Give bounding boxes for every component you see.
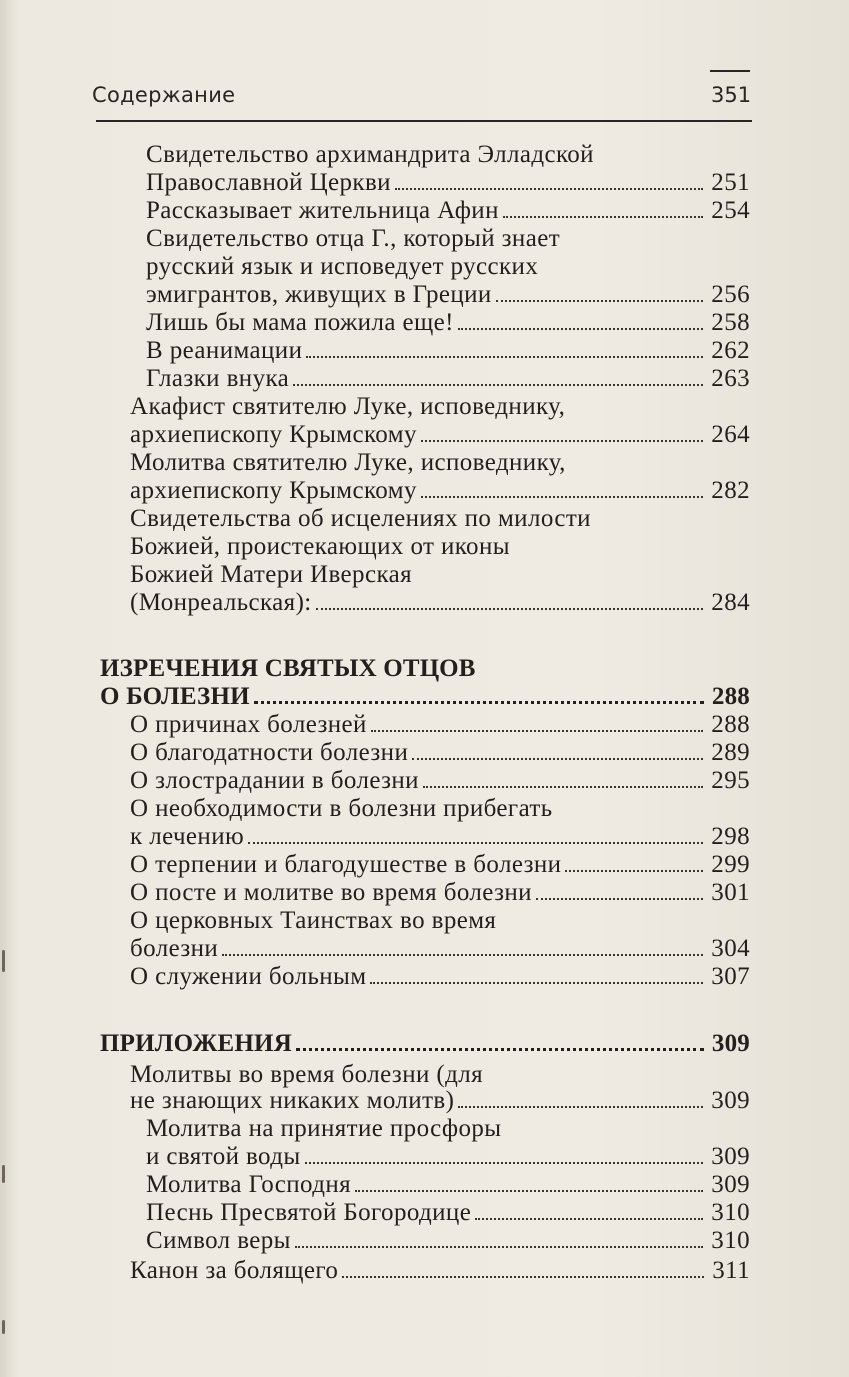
toc-entry[interactable] [146,197,750,225]
toc-entry[interactable] [130,879,750,907]
toc-page-number: 262 [711,337,750,364]
toc-page-number: 301 [711,879,750,906]
dot-leader [503,215,703,218]
dot-leader [421,495,703,498]
toc-entry-line: Молитвы во время болезни (для [130,1061,484,1088]
dot-leader [306,355,703,358]
spine-mark [2,1320,5,1334]
toc-entry-line: Акафист святителю Луке, исповеднику, [130,393,566,420]
toc-entry-line: Божией, проистекающих от иконы [130,533,510,560]
section-heading-entry[interactable] [100,1030,750,1058]
toc-page-number: 258 [711,309,750,336]
toc-entry-title: архиепископу Крымскому [130,421,417,448]
toc-entry[interactable] [130,963,750,991]
toc-entry-title: архиепископу Крымскому [130,477,417,504]
spine-mark [2,1165,5,1183]
header-top-rule [710,70,750,72]
toc-entry-line: О церковных Таинствах во время [130,907,497,934]
dot-leader [295,1245,703,1248]
dot-leader [254,700,704,704]
toc-entry-line: Свидетельства об исцелениях по милости [130,505,591,532]
toc-entry[interactable] [146,337,750,365]
toc-entry[interactable] [130,421,750,449]
toc-entry-title: Православной Церкви [146,169,391,196]
toc-entry-title: Рассказывает жительница Афин [146,197,499,224]
toc-entry[interactable] [130,711,750,739]
toc-entry[interactable] [130,823,750,851]
dot-leader [395,187,703,190]
toc-entry-title: и святой воды [146,1143,301,1170]
toc-page-number: 304 [711,935,750,962]
toc-page-number: 288 [711,711,750,738]
dot-leader [496,299,704,302]
toc-page-number: 263 [711,365,750,392]
toc-entry-title: О злострадании в болезни [130,767,419,794]
toc-entry-title: Песнь Пресвятой Богородице [146,1199,472,1226]
toc-entry-title: Канон за болящего [130,1257,339,1284]
toc-entry[interactable] [146,365,750,393]
section-heading: ИЗРЕЧЕНИЯ СВЯТЫХ ОТЦОВ [100,655,476,682]
dot-leader [371,729,703,732]
toc-entry[interactable] [146,281,750,309]
toc-entry-title: Молитва Господня [146,1171,352,1198]
dot-leader [370,981,703,984]
toc-entry[interactable] [146,169,750,197]
toc-page-number: 282 [711,477,750,504]
toc-entry-title: эмигрантов, живущих в Греции [146,281,492,308]
toc-entry-line: Свидетельство архимандрита Элладской [146,141,594,168]
toc-entry-title: не знающих никаких молитв) [130,1087,455,1114]
toc-page-number: 256 [711,281,750,308]
toc-entry[interactable] [130,589,750,617]
dot-leader [458,327,703,330]
dot-leader [342,1275,704,1278]
toc-entry-title: О служении больным [130,963,367,990]
section-heading-title: ПРИЛОЖЕНИЯ [100,1030,292,1057]
toc-page-number: 310 [711,1199,750,1226]
toc-page-number: 309 [711,1171,750,1198]
dot-leader [355,1189,703,1192]
toc-page-number: 264 [711,421,750,448]
toc-entry[interactable] [130,1257,750,1285]
page-number: 351 [711,83,752,107]
toc-page-number: 307 [711,963,750,990]
toc-entry[interactable] [130,1087,750,1115]
toc-entry-title: (Монреальская): [130,589,312,616]
toc-entry-title: О посте и молитве во время болезни [130,879,532,906]
toc-page-number: 288 [711,683,750,710]
spine-mark [2,950,5,972]
toc-entry[interactable] [130,739,750,767]
dot-leader [412,757,703,760]
toc-entry-line: О необходимости в болезни прибегать [130,795,553,822]
running-head: Содержание [92,83,236,107]
header-rule [96,120,752,122]
dot-leader [296,1047,704,1051]
toc-page-number: 284 [711,589,750,616]
dot-leader [293,383,703,386]
dot-leader [316,607,704,610]
toc-entry[interactable] [130,477,750,505]
toc-entry-line: Свидетельство отца Г., который знает [146,225,561,252]
dot-leader [222,953,703,956]
toc-page-number: 298 [711,823,750,850]
toc-entry[interactable] [130,851,750,879]
dot-leader [248,841,703,844]
toc-entry-title: Лишь бы мама пожила еще! [146,309,454,336]
toc-entry-title: В реанимации [146,337,303,364]
dot-leader [536,897,703,900]
toc-entry-line: Божией Матери Иверская [130,561,413,588]
toc-page-number: 309 [711,1143,750,1170]
dot-leader [475,1217,703,1220]
section-heading-entry[interactable] [100,683,750,711]
toc-page-number: 299 [711,851,750,878]
toc-page-number: 254 [711,197,750,224]
toc-entry[interactable] [130,767,750,795]
toc-entry[interactable] [146,1143,750,1171]
toc-entry[interactable] [146,1227,750,1255]
toc-entry-title: болезни [130,935,219,962]
toc-entry-title: Глазки внука [146,365,290,392]
toc-entry[interactable] [130,935,750,963]
toc-entry-title: к лечению [130,823,245,850]
section-heading-title: О БОЛЕЗНИ [100,683,250,710]
toc-page-number: 289 [711,739,750,766]
dot-leader [421,439,703,442]
toc-entry[interactable] [146,1171,750,1199]
toc-entry-line: Молитва на принятие просфоры [146,1115,502,1142]
toc-entry-title: О причинах болезней [130,711,367,738]
dot-leader [458,1105,703,1108]
dot-leader [565,869,703,872]
toc-entry-line: Молитва святителю Луке, исповеднику, [130,449,566,476]
toc-entry[interactable] [146,309,750,337]
toc-page-number: 251 [711,169,750,196]
toc-page-number: 311 [712,1257,750,1284]
toc-entry-title: Символ веры [146,1227,291,1254]
dot-leader [305,1161,704,1164]
toc-page-number: 310 [711,1227,750,1254]
toc-entry-title: О благодатности болезни [130,739,409,766]
toc-entry-line: русский язык и исповедует русских [146,253,539,280]
toc-entry[interactable] [146,1199,750,1227]
dot-leader [423,785,703,788]
toc-entry-title: О терпении и благодушестве в болезни [130,851,562,878]
toc-page-number: 309 [711,1030,750,1057]
toc-page-number: 309 [711,1087,750,1114]
toc-page-number: 295 [711,767,750,794]
